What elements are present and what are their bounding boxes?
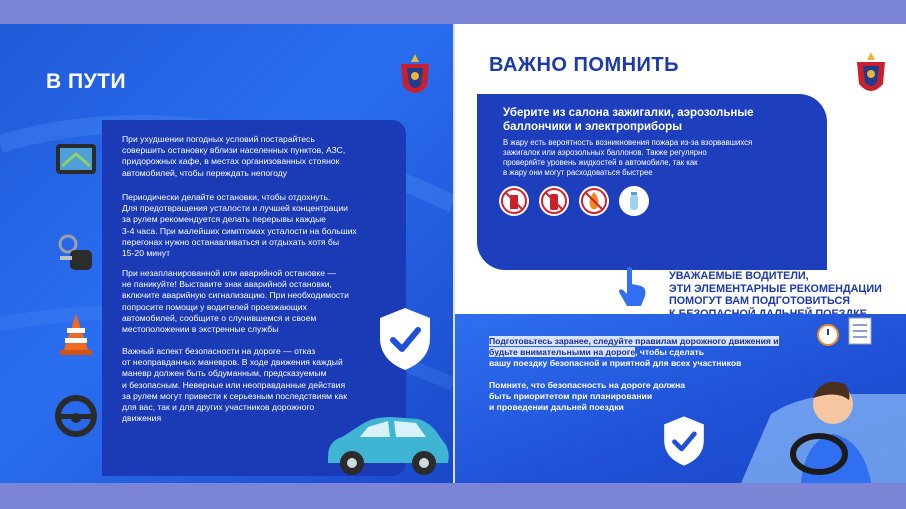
right-panel [455,24,906,483]
top-band [0,0,906,24]
navigator-icon [52,136,100,184]
remember-text: Помните, что безопасность на дороге должна быть приоритетом при планировании и проведении дальней поездки [489,380,686,412]
shield-check-icon [661,414,707,468]
warning-card [477,94,827,270]
car-key-icon [52,230,100,278]
police-emblem-icon [395,52,435,104]
pointer-hand-icon [615,264,649,308]
advice-paragraph: Важный аспект безопасности на дороге — отказ от неоправданных маневров. В ходе движения каждый маневр должен быть обдуманным, предсказуемым и безопасным. Неверные или неоправданные действия за рулем могут привести к серьезным последствиям как для вас, так и для других участников дорожного движения [122,346,347,424]
page-title: В ПУТИ [46,70,127,93]
bottom-band [0,483,906,509]
driver-illustration-icon [741,354,906,483]
police-emblem-icon [851,50,891,102]
car-illustration-icon [322,401,452,483]
warning-heading: Уберите из салона зажигалки, аэрозольные баллончики и электроприборы [503,107,754,133]
no-aerosol-icon [539,186,569,216]
advice-paragraph: Периодически делайте остановки, чтобы отдохнуть. Для предотвращения усталости и лучшей концентрации за рулем рекомендуется делать перерывы каждые 3-4 часа. При малейших симптомах усталости на больших перегонах нужно останавливаться и отдыхать хотя бы 15-20 минут [122,192,357,259]
warning-body: В жару есть вероятность возникновения пожара из-за взорвавшихся зажигалок или аэрозольных баллонов. Также регулярно проверяйте уровень жидкостей в автомобиле, так как в жару они могут расходоваться быстрее [503,138,753,177]
icon-column [42,122,110,472]
stopwatch-icon [815,320,841,346]
traffic-cone-icon [52,310,100,358]
shield-check-icon [376,306,434,372]
water-bottle-icon [619,186,649,216]
checklist-icon [847,316,873,346]
left-panel [0,24,453,483]
prepare-text: Подготовьтесь заранее, следуйте правилам дорожного движения и будьте внимательными на дороге, чтобы сделать вашу поездку безопасной и приятной для всех участников [489,336,779,368]
section-title: ВАЖНО ПОМНИТЬ [489,54,680,76]
no-lighter-icon [499,186,529,216]
advice-paragraph: При ухудшении погодных условий постарайтесь совершить остановку вблизи населенных пунктов, АЗС, придорожных кафе, в местах организованных стоянок автомобилей, чтобы переждать непогоду [122,134,346,178]
appeal-text: УВАЖАЕМЫЕ ВОДИТЕЛИ, ЭТИ ЭЛЕМЕНТАРНЫЕ РЕКОМЕНДАЦИИ ПОМОГУТ ВАМ ПОДГОТОВИТЬСЯ [669,270,882,308]
advice-paragraph: При незапланированной или аварийной остановке — не паникуйте! Выставите знак аварийной остановки, включите аварийную сигнализацию. При необходимости попросите помощи у водителей проезжающих автомобилей, сообщите о случившемся и своем местоположении в экстренные службы [122,268,349,335]
steering-wheel-icon [52,392,100,440]
no-fire-icon [579,186,609,216]
